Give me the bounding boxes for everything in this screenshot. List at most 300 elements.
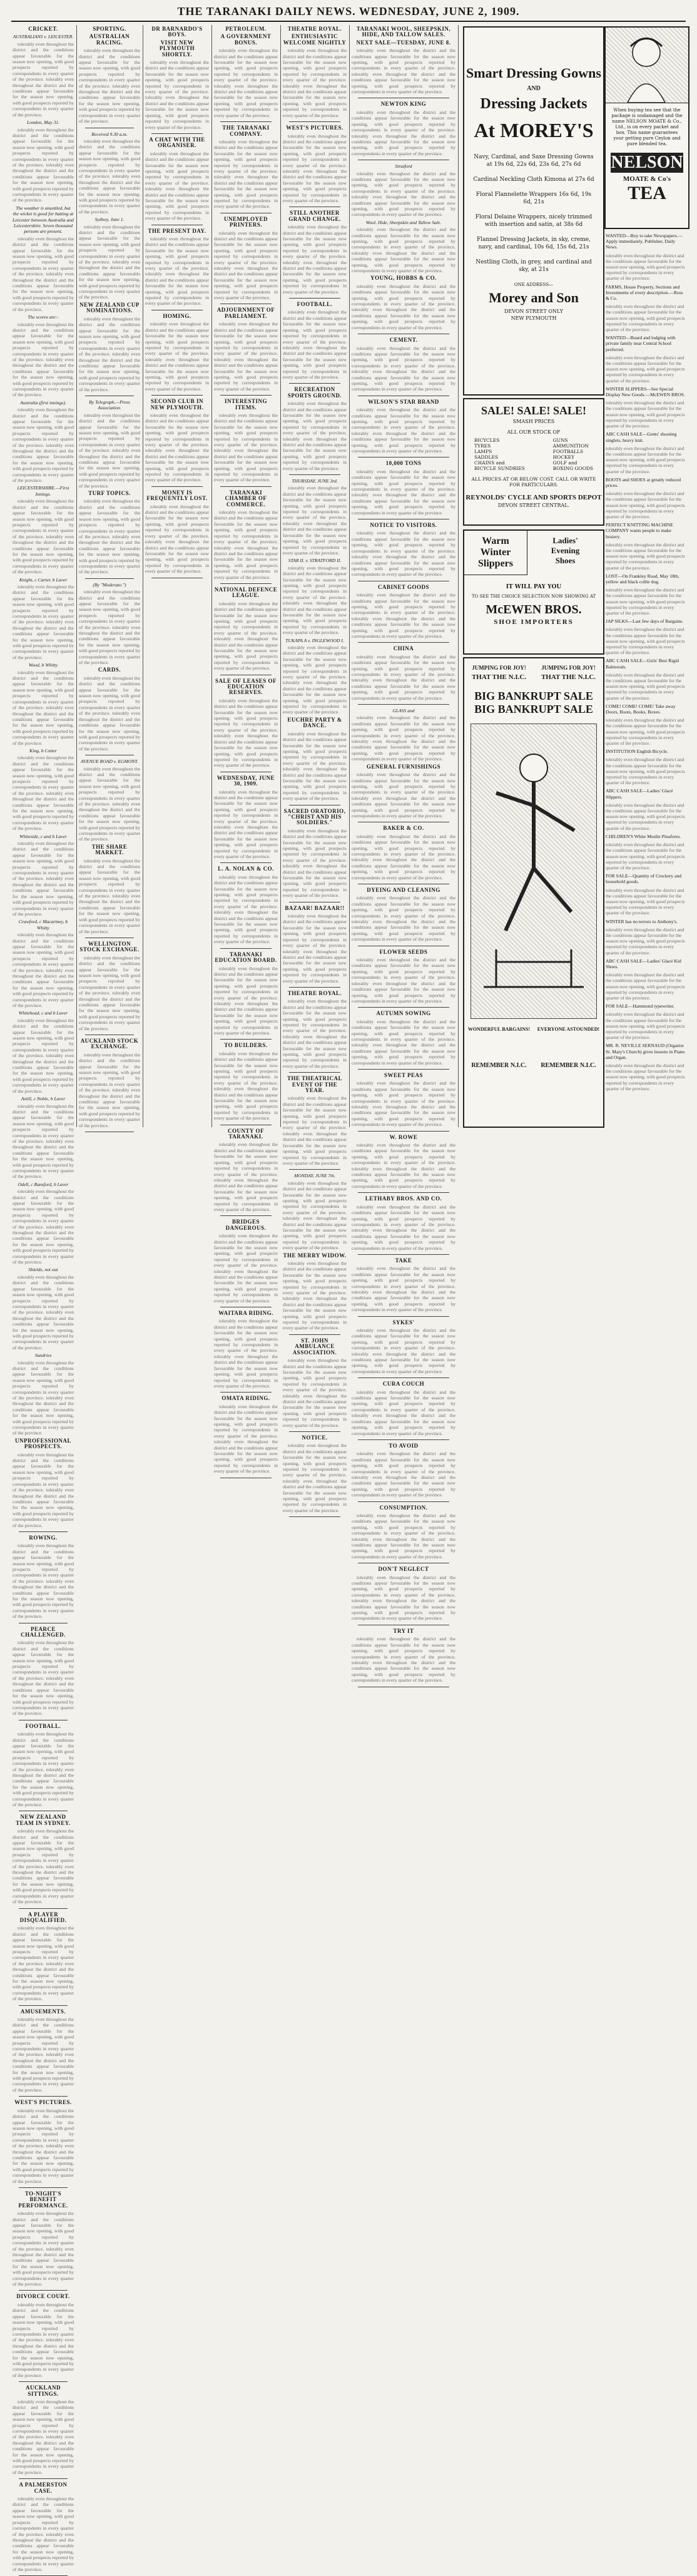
body-text: tolerably even throughout the district and the conditions appear favourable for the season now opening, with good prospects reported by correspondents in every quarter of the province. tolerably even throughout the district and the conditions appear favourable for the season now opening, with good prospects reported by correspondents in every quarter of the province.	[13, 1640, 74, 1717]
sale-address: DEVON STREET CENTRAL.	[497, 503, 570, 508]
section-heading: WELLINGTON STOCK EXCHANGE.	[79, 940, 140, 953]
section-rule	[358, 1316, 449, 1317]
body-text: tolerably even throughout the district and the conditions appear favourable for the season now opening, with good prospects reported by correspondents in every quarter of the province. tolerably even throughout the district and the conditions appear favourable for the season now opening, with good prospects reported by correspondents in every quarter of the province.	[13, 235, 74, 312]
section-rule	[358, 1069, 449, 1070]
section-heading: TURF TOPICS.	[88, 490, 131, 497]
body-text: tolerably even throughout the district and the conditions appear favourable for the season now opening, with good prospects reported by correspondents in every quarter of the province. tolerably even throughout the district and the conditions appear favourable for the season now opening, with good prospects reported by correspondents in every quarter of the province.	[283, 913, 347, 984]
body-text: tolerably even throughout the district and the conditions appear favourable for the season now opening, with good prospects reported by correspondents in every quarter of the province. tolerably even throughout the district and the conditions appear favourable for the season now opening, with good prospects reported by correspondents in every quarter of the province.	[79, 857, 140, 934]
section-heading: THE THEATRICAL EVENT OF THE YEAR.	[287, 1075, 342, 1094]
body-text: tolerably even throughout the district and the conditions appear favourable for the season now opening, with good prospects reported by correspondents in every quarter of the province. tolerably even throughout the district and the conditions appear favourable for the season now opening, with good prospects reported by correspondents in every quarter of the province.	[214, 874, 278, 945]
column-cricket	[13, 25, 74, 2572]
body-text: tolerably even throughout the district and the conditions appear favourable for the season now opening, with good prospects reported by correspondents in every quarter of the province. tolerably even throughout the district and the conditions appear favourable for the season now opening, with good prospects reported by correspondents in every quarter of the province.	[352, 1204, 455, 1251]
section-line: Australia (first innings).	[20, 399, 66, 406]
body-text: tolerably even throughout the district and the conditions appear favourable for the season now opening, with good prospects reported by correspondents in every quarter of the province. tolerably even throughout the district and the conditions appear favourable for the season now opening, with good prospects reported by correspondents in every quarter of the province.	[352, 1512, 455, 1560]
body-text: tolerably even throughout the district and the conditions appear favourable for the season now opening, with good prospects reported by correspondents in every quarter of the province. tolerably even throughout the district and the conditions appear favourable for the season now opening, with good prospects reported by correspondents in every quarter of the province.	[283, 48, 347, 118]
section-heading: CEMENT.	[389, 337, 418, 344]
mcewen-firm: McEWEN BROS.	[486, 603, 582, 616]
classified-ad: WINTER SLIPPERS—See Special Display New Goods.—McEWEN BROS.	[606, 386, 685, 398]
body-text: tolerably even throughout the district and the conditions appear favourable for the season now opening, with good prospects reported by correspondents in every quarter of the province. tolerably even throughout the district and the conditions appear favourable for the season now opening, with good prospects reported by correspondents in every quarter of the province.	[352, 170, 455, 218]
classified-body: tolerably even throughout the district and the conditions appear favourable for the season now opening, with good prospects reported by correspondents in every quarter of the province.	[606, 926, 685, 956]
section-rule	[19, 2005, 68, 2006]
moreys-item: Nestling Cloth, in grey, and cardinal and sky, at 21s	[476, 259, 592, 273]
section-rule	[289, 1072, 340, 1073]
section-heading: ADJOURNMENT OF PARLIAMENT.	[216, 307, 275, 319]
classified-ad: WINTER has no terrors to Anthony's.	[606, 918, 678, 924]
body-text: tolerably even throughout the district and the conditions appear favourable for the season now opening, with good prospects reported by correspondents in every quarter of the province. tolerably even throughout the district and the conditions appear favourable for the season now opening, with good prospects reported by correspondents in every quarter of the province.	[13, 2301, 74, 2378]
section-rule	[358, 704, 449, 705]
section-heading: CURA COUCH	[382, 1381, 425, 1388]
section-rule	[358, 1254, 449, 1255]
nic-remember-left: REMEMBER N.I.C.	[471, 1062, 527, 1069]
section-heading: STILL ANOTHER GRAND CHANGE.	[288, 210, 341, 222]
section-heading: NOTICE TO VISITORS.	[370, 522, 437, 529]
section-line: The weather is unsettled, but the wicket is good for batting at Leicester between Australia and Leicestershire. Seven thousand persons are present.	[13, 205, 74, 235]
section-rule	[220, 121, 272, 122]
body-text: tolerably even throughout the district and the conditions appear favourable for the season now opening, with good prospects reported by correspondents in every quarter of the province. tolerably even throughout the district and the conditions appear favourable for the season now opening, with good prospects reported by correspondents in every quarter of the province.	[13, 41, 74, 118]
body-text: tolerably even throughout the district and the conditions appear favourable for the season now opening, with good prospects reported by correspondents in every quarter of the province. tolerably even throughout the district and the conditions appear favourable for the season now opening, with good prospects reported by correspondents in every quarter of the province.	[283, 309, 347, 380]
nic-bankrupt-sale-advertisement	[463, 657, 604, 1128]
column-wool-sales	[352, 25, 455, 1684]
moreys-item-list	[473, 153, 594, 273]
body-text: tolerably even throughout the district and the conditions appear favourable for the season now opening, with good prospects reported by correspondents in every quarter of the province. tolerably even throughout the district and the conditions appear favourable for the season now opening, with good prospects reported by correspondents in every quarter of the province.	[352, 772, 455, 819]
section-line: (By "Moderato.")	[93, 581, 126, 588]
classified-body: tolerably even throughout the district and the conditions appear favourable for the season now opening, with good prospects reported by correspondents in every quarter of the province.	[606, 972, 685, 1001]
section-rule	[220, 862, 272, 863]
column-heading: PETROLEUM.	[225, 26, 267, 32]
section-heading: RECREATION SPORTS GROUND.	[287, 386, 342, 399]
section-heading: SECOND CLUB IN NEW PLYMOUTH.	[150, 398, 204, 411]
section-rule	[220, 583, 272, 584]
body-text: tolerably even throughout the district and the conditions appear favourable for the season now opening, with good prospects reported by correspondents in every quarter of the province. tolerably even throughout the district and the conditions appear favourable for the season now opening, with good prospects reported by correspondents in every quarter of the province.	[214, 412, 278, 483]
section-line: MONDAY, JUNE 7th.	[294, 1173, 335, 1179]
classified-body: tolerably even throughout the district and the conditions appear favourable for the season now opening, with good prospects reported by correspondents in every quarter of the province.	[606, 400, 685, 429]
body-text: tolerably even throughout the district and the conditions appear favourable for the season now opening, with good prospects reported by correspondents in every quarter of the province. tolerably even throughout the district and the conditions appear favourable for the season now opening, with good prospects reported by correspondents in every quarter of the province.	[214, 230, 278, 301]
classified-ad: ABC CASH SALE—Ladies' Glacé Slippers.	[606, 788, 673, 800]
section-rule	[220, 948, 272, 949]
body-text: tolerably even throughout the district and the conditions appear favourable for the season now opening, with good prospects reported by correspondents in every quarter of the province. tolerably even throughout the district and the conditions appear favourable for the season now opening, with good prospects reported by correspondents in every quarter of the province.	[283, 730, 347, 802]
shoes-line3: Shoes	[555, 556, 576, 565]
column-heading: SPORTING.	[93, 26, 126, 32]
section-rule	[19, 1908, 68, 1909]
classified-ad: LOST—On Frankley Road, May 18th, yellow and black collie dog.	[606, 573, 679, 585]
section-heading: TO AVOID	[389, 1442, 419, 1449]
section-heading: L. A. NOLAN & CO.	[218, 866, 274, 872]
classified-body: tolerably even throughout the district and the conditions appear favourable for the season now opening, with good prospects reported by correspondents in every quarter of the province.	[606, 887, 685, 916]
section-rule	[358, 1192, 449, 1193]
section-heading: NEW ZEALAND CUP NOMINATIONS.	[79, 301, 140, 314]
body-text: tolerably even throughout the district and the conditions appear favourable for the season now opening, with good prospects reported by correspondents in every quarter of the province. tolerably even throughout the district and the conditions appear favourable for the season now opening, with good prospects reported by correspondents in every quarter of the province.	[352, 715, 455, 762]
section-rule	[358, 1377, 449, 1378]
section-heading: THEATRE ROYAL.	[287, 989, 342, 996]
body-text: tolerably even throughout the district and the conditions appear favourable for the season now opening, with good prospects reported by correspondents in every quarter of the province. tolerably even throughout the district and the conditions appear favourable for the season now opening, with good prospects reported by correspondents in every quarter of the province.	[145, 236, 209, 307]
classified-ad: MR. R. NEVILLE SERNAUD (Organist St. Mary's Church) gives lessons in Piano and Organ.	[606, 1043, 685, 1060]
body-text: tolerably even throughout the district and the conditions appear favourable for the season now opening, with good prospects reported by correspondents in every quarter of the province. tolerably even throughout the district and the conditions appear favourable for the season now opening, with good prospects reported by correspondents in every quarter of the province.	[13, 932, 74, 1008]
body-text: tolerably even throughout the district and the conditions appear favourable for the season now opening, with good prospects reported by correspondents in every quarter of the province. tolerably even throughout the district and the conditions appear favourable for the season now opening, with good prospects reported by correspondents in every quarter of the province.	[352, 1574, 455, 1622]
section-heading: TAKE	[395, 1257, 412, 1264]
section-rule	[289, 298, 340, 299]
section-line: Knight, c Carter, b Laver	[19, 576, 68, 583]
body-text: tolerably even throughout the district and the conditions appear favourable for the season now opening, with good prospects reported by correspondents in every quarter of the province. tolerably even throughout the district and the conditions appear favourable for the season now opening, with good prospects reported by correspondents in every quarter of the province.	[214, 1142, 278, 1212]
body-text: tolerably even throughout the district and the conditions appear favourable for the season now opening, with good prospects reported by correspondents in every quarter of the province. tolerably even throughout the district and the conditions appear favourable for the season now opening, with good prospects reported by correspondents in every quarter of the province.	[214, 697, 278, 769]
sale-item: SADDLES	[474, 454, 499, 460]
mcewen-see: TO SEE THE CHOICE SELECTION NOW SHOWING AT	[471, 594, 596, 599]
section-line: By Telegraph.—Press Association.	[89, 399, 130, 411]
body-text: tolerably even throughout the district and the conditions appear favourable for the season now opening, with good prospects reported by correspondents in every quarter of the province. tolerably even throughout the district and the conditions appear favourable for the season now opening, with good prospects reported by correspondents in every quarter of the province.	[352, 227, 455, 274]
body-text: tolerably even throughout the district and the conditions appear favourable for the season now opening, with good prospects reported by correspondents in every quarter of the province. tolerably even throughout the district and the conditions appear favourable for the season now opening, with good prospects reported by correspondents in every quarter of the province.	[13, 1017, 74, 1094]
section-rule	[151, 133, 203, 134]
moreys-item: Cardinal Neckling Cloth Kimona at 27s 6d	[473, 176, 594, 183]
body-text: tolerably even throughout the district and the conditions appear favourable for the season now opening, with good prospects reported by correspondents in every quarter of the province. tolerably even throughout the district and the conditions appear favourable for the season now opening, with good prospects reported by correspondents in every quarter of the province.	[352, 653, 455, 701]
section-rule	[220, 486, 272, 487]
body-text: tolerably even throughout the district and the conditions appear favourable for the season now opening, with good prospects reported by correspondents in every quarter of the province. tolerably even throughout the district and the conditions appear favourable for the season now opening, with good prospects reported by correspondents in every quarter of the province.	[79, 498, 140, 575]
section-heading: UNEMPLOYED PRINTERS.	[224, 215, 268, 228]
body-text: tolerably even throughout the district and the conditions appear favourable for the season now opening, with good prospects reported by correspondents in every quarter of the province. tolerably even throughout the district and the conditions appear favourable for the season now opening, with good prospects reported by correspondents in every quarter of the province.	[13, 1828, 74, 1905]
classified-body: tolerably even throughout the district and the conditions appear favourable for the season now opening, with good prospects reported by correspondents in every quarter of the province.	[606, 672, 685, 701]
slippers-line3: Slippers	[477, 558, 513, 569]
moreys-item: Navy, Cardinal, and Saxe Dressing Gowns at 19s 6d, 22s 6d, 23s 6d, 27s 6d	[474, 154, 594, 168]
section-line: AUSTRALIANS v. LEICESTER.	[13, 34, 74, 40]
section-heading: EUCHRE PARTY & DANCE.	[287, 716, 342, 729]
section-rule	[289, 1169, 340, 1170]
section-heading: HOMING.	[163, 312, 191, 319]
body-text: tolerably even throughout the district and the conditions appear favourable for the season now opening, with good prospects reported by correspondents in every quarter of the province. tolerably even throughout the district and the conditions appear favourable for the season now opening, with good prospects reported by correspondents in every quarter of the province.	[13, 1925, 74, 2002]
section-heading: NEXT SALE—TUESDAY, JUNE 8.	[356, 39, 451, 46]
section-heading: 10,000 TONS	[385, 460, 422, 467]
nelson-tea: TEA	[628, 183, 666, 203]
slippers-line1: Warm	[482, 536, 509, 546]
section-rule	[220, 1392, 272, 1393]
section-heading: A GOVERNMENT BONUS.	[220, 33, 272, 46]
body-text: tolerably even throughout the district and the conditions appear favourable for the season now opening, with good prospects reported by correspondents in every quarter of the province. tolerably even throughout the district and the conditions appear favourable for the season now opening, with good prospects reported by correspondents in every quarter of the province.	[352, 345, 455, 392]
classified-ad: ABC CASH SALE—Gents' shooting singlets, heavy knit.	[606, 431, 677, 443]
section-heading: THE MERRY WIDOW.	[283, 1252, 347, 1259]
body-text: tolerably even throughout the district and the conditions appear favourable for the season now opening, with good prospects reported by correspondents in every quarter of the province. tolerably even throughout the district and the conditions appear favourable for the season now opening, with good prospects reported by correspondents in every quarter of the province.	[283, 998, 347, 1069]
body-text: tolerably even throughout the district and the conditions appear favourable for the season now opening, with good prospects reported by correspondents in every quarter of the province. tolerably even throughout the district and the conditions appear favourable for the season now opening, with good prospects reported by correspondents in every quarter of the province.	[352, 957, 455, 1004]
classified-ad: WANTED—Board and lodging with private family near Central School preferred.	[606, 335, 676, 352]
section-heading: AUCKLAND STOCK EXCHANGE.	[80, 1038, 139, 1050]
body-text: tolerably even throughout the district and the conditions appear favourable for the season now opening, with good prospects reported by correspondents in every quarter of the province. tolerably even throughout the district and the conditions appear favourable for the season now opening, with good prospects reported by correspondents in every quarter of the province.	[145, 59, 209, 130]
column-barnardo	[145, 25, 209, 1127]
moreys-town: NEW PLYMOUTH	[511, 315, 557, 321]
body-text: tolerably even throughout the district and the conditions appear favourable for the season now opening, with good prospects reported by correspondents in every quarter of the province. tolerably even throughout the district and the conditions appear favourable for the season now opening, with good prospects reported by correspondents in every quarter of the province.	[13, 126, 74, 203]
sale-sub: SMASH PRICES	[512, 419, 555, 424]
body-text: tolerably even throughout the district and the conditions appear favourable for the season now opening, with good prospects reported by correspondents in every quarter of the province. tolerably even throughout the district and the conditions appear favourable for the season now opening, with good prospects reported by correspondents in every quarter of the province.	[283, 1260, 347, 1331]
column-heading: TARANAKI WOOL, SHEEPSKIN, HIDE, AND TALLOW SALES.	[356, 26, 451, 38]
section-line: Sundries	[34, 1352, 52, 1359]
section-heading: FOOTBALL.	[297, 301, 333, 308]
nelson-sub: MOATE & Co's	[623, 175, 671, 183]
body-text: tolerably even throughout the district and the conditions appear favourable for the season now opening, with good prospects reported by correspondents in every quarter of the province. tolerably even throughout the district and the conditions appear favourable for the season now opening, with good prospects reported by correspondents in every quarter of the province.	[352, 1142, 455, 1189]
section-line: Whitehead, c and b Laver	[18, 1010, 68, 1016]
section-heading: WAITARA RIDING.	[218, 1310, 273, 1317]
sale-item: LAMPS	[474, 449, 492, 454]
classified-ad: ABC CASH SALE—Girls' Best Rigid Balmorals.	[606, 658, 679, 670]
section-line: Shields, not out	[28, 1267, 58, 1273]
body-text: tolerably even throughout the district and the conditions appear favourable for the season now opening, with good prospects reported by correspondents in every quarter of the province. tolerably even throughout the district and the conditions appear favourable for the season now opening, with good prospects reported by correspondents in every quarter of the province.	[13, 841, 74, 917]
classified-body: tolerably even throughout the district and the conditions appear favourable for the season now opening, with good prospects reported by correspondents in every quarter of the province.	[606, 842, 685, 871]
section-heading: SWEET PEAS	[384, 1071, 424, 1078]
section-heading: ENTHUSIASTIC WELCOME NIGHTLY	[283, 33, 347, 46]
classified-ad: BOOTS and SHOES at greatly reduced prices.	[606, 476, 681, 488]
section-line: Crawford, c Macartney, b Whitty	[18, 919, 68, 931]
column-divider	[458, 25, 459, 1127]
masthead-rule	[11, 21, 686, 22]
section-rule	[220, 1039, 272, 1040]
classified-body: tolerably even throughout the district and the conditions appear favourable for the season now opening, with good prospects reported by correspondents in every quarter of the province.	[606, 1011, 685, 1041]
body-text: tolerably even throughout the district and the conditions appear favourable for the season now opening, with good prospects reported by correspondents in every quarter of the province. tolerably even throughout the district and the conditions appear favourable for the season now opening, with good prospects reported by correspondents in every quarter of the province.	[13, 321, 74, 398]
body-text: tolerably even throughout the district and the conditions appear favourable for the season now opening, with good prospects reported by correspondents in every quarter of the province. tolerably even throughout the district and the conditions appear favourable for the season now opening, with good prospects reported by correspondents in every quarter of the province.	[352, 592, 455, 639]
section-heading: WEST'S PICTURES.	[286, 125, 343, 131]
nic-jump-left: JUMPING FOR JOY!	[472, 665, 526, 671]
column-sporting	[79, 25, 140, 1127]
section-heading: A PALMERSTON CASE.	[19, 2481, 68, 2494]
column-divider	[280, 25, 281, 1127]
body-text: tolerably even throughout the district and the conditions appear favourable for the season now opening, with good prospects reported by correspondents in every quarter of the province. tolerably even throughout the district and the conditions appear favourable for the season now opening, with good prospects reported by correspondents in every quarter of the province.	[79, 954, 140, 1031]
body-text: tolerably even throughout the district and the conditions appear favourable for the season now opening, with good prospects reported by correspondents in every quarter of the province. tolerably even throughout the district and the conditions appear favourable for the season now opening, with good prospects reported by correspondents in every quarter of the province.	[79, 765, 140, 842]
section-line: GLASS and	[392, 708, 415, 714]
section-heading: BAZAAR! BAZAAR!!	[285, 904, 345, 911]
section-heading: INTERESTING ITEMS.	[224, 398, 268, 411]
moreys-line1: Smart Dressing Gowns	[466, 65, 601, 81]
body-text: tolerably even throughout the district and the conditions appear favourable for the season now opening, with good prospects reported by correspondents in every quarter of the province. tolerably even throughout the district and the conditions appear favourable for the season now opening, with good prospects reported by correspondents in every quarter of the province.	[283, 827, 347, 899]
sale-item: GUNS	[552, 437, 568, 443]
body-text: tolerably even throughout the district and the conditions appear favourable for the season now opening, with good prospects reported by correspondents in every quarter of the province. tolerably even throughout the district and the conditions appear favourable for the season now opening, with good prospects reported by correspondents in every quarter of the province.	[283, 565, 347, 636]
body-text: tolerably even throughout the district and the conditions appear favourable for the season now opening, with good prospects reported by correspondents in every quarter of the province. tolerably even throughout the district and the conditions appear favourable for the season now opening, with good prospects reported by correspondents in every quarter of the province.	[352, 895, 455, 943]
section-heading: CONSUMPTION.	[379, 1504, 428, 1511]
moreys-street: DEVON STREET ONLY	[504, 309, 564, 314]
mcewen-kind: SHOE IMPORTERS	[494, 618, 574, 626]
section-heading: SALE OF LEASES OF EDUCATION RESERVES.	[215, 677, 277, 696]
body-text: tolerably even throughout the district and the conditions appear favourable for the season now opening, with good prospects reported by correspondents in every quarter of the province. tolerably even throughout the district and the conditions appear favourable for the season now opening, with good prospects reported by correspondents in every quarter of the province.	[283, 1095, 347, 1166]
sale-item: BICYCLE SUNDRIES	[474, 466, 525, 471]
body-text: tolerably even throughout the district and the conditions appear favourable for the season now opening, with good prospects reported by correspondents in every quarter of the province. tolerably even throughout the district and the conditions appear favourable for the season now opening, with good prospects reported by correspondents in every quarter of the province.	[13, 2398, 74, 2475]
slippers-panel	[464, 531, 527, 575]
section-rule	[19, 2381, 68, 2382]
column-heading: DR BARNARDO'S BOYS.	[151, 26, 203, 38]
body-text: tolerably even throughout the district and the conditions appear favourable for the season now opening, with good prospects reported by correspondents in every quarter of the province. tolerably even throughout the district and the conditions appear favourable for the season now opening, with good prospects reported by correspondents in every quarter of the province.	[352, 407, 455, 454]
column-divider	[211, 25, 212, 1127]
section-heading: PEARCE CHALLENGED.	[21, 1625, 66, 1638]
section-heading: YOUNG, HOBBS & CO.	[370, 275, 437, 282]
section-heading: ST. JOHN AMBULANCE ASSOCIATION.	[292, 1337, 337, 1356]
section-heading: UNPROFESSIONAL PROSPECTS.	[14, 1437, 71, 1450]
section-heading: TRY IT	[393, 1627, 414, 1634]
nelson-brand: NELSON	[611, 153, 683, 172]
column-divider	[76, 25, 77, 1127]
section-heading: SYKES'	[392, 1319, 415, 1326]
body-text: tolerably even throughout the district and the conditions appear favourable for the season now opening, with good prospects reported by correspondents in every quarter of the province. tolerably even throughout the district and the conditions appear favourable for the season now opening, with good prospects reported by correspondents in every quarter of the province.	[145, 150, 209, 222]
section-rule	[19, 2187, 68, 2188]
sale-note: ALL PRICES AT OR BELOW COST. CALL OR WRITE FOR PARTICULARS.	[471, 476, 596, 488]
nic-wonderful: WONDERFUL BARGAINS!	[467, 1026, 531, 1032]
section-rule	[220, 1215, 272, 1216]
body-text: tolerably even throughout the district and the conditions appear favourable for the season now opening, with good prospects reported by correspondents in every quarter of the province. tolerably even throughout the district and the conditions appear favourable for the season now opening, with good prospects reported by correspondents in every quarter of the province.	[214, 321, 278, 392]
section-heading: FOOTBALL.	[25, 1722, 61, 1729]
body-text: tolerably even throughout the district and the conditions appear favourable for the season now opening, with good prospects reported by correspondents in every quarter of the province. tolerably even throughout the district and the conditions appear favourable for the season now opening, with good prospects reported by correspondents in every quarter of the province.	[79, 223, 140, 300]
body-text: tolerably even throughout the district and the conditions appear favourable for the season now opening, with good prospects reported by correspondents in every quarter of the province. tolerably even throughout the district and the conditions appear favourable for the season now opening, with good prospects reported by correspondents in every quarter of the province.	[214, 789, 278, 859]
body-text: tolerably even throughout the district and the conditions appear favourable for the season now opening, with good prospects reported by correspondents in every quarter of the province. tolerably even throughout the district and the conditions appear favourable for the season now opening, with good prospects reported by correspondents in every quarter of the province.	[79, 589, 140, 666]
section-heading: CHINA	[393, 645, 414, 652]
body-text: tolerably even throughout the district and the conditions appear favourable for the season now opening, with good prospects reported by correspondents in every quarter of the province. tolerably even throughout the district and the conditions appear favourable for the season now opening, with good prospects reported by correspondents in every quarter of the province.	[13, 2496, 74, 2572]
sale-item: CHAINS and	[474, 460, 505, 466]
section-rule	[151, 395, 203, 396]
classified-ad: PERFECT KNITTING MACHINE COMPANY wants people to make hosiery.	[606, 522, 673, 539]
classified-body: tolerably even throughout the district and the conditions appear favourable for the season now opening, with good prospects reported by correspondents in every quarter of the province.	[606, 252, 685, 282]
body-text: tolerably even throughout the district and the conditions appear favourable for the season now opening, with good prospects reported by correspondents in every quarter of the province. tolerably even throughout the district and the conditions appear favourable for the season now opening, with good prospects reported by correspondents in every quarter of the province.	[13, 1274, 74, 1351]
body-text: tolerably even throughout the district and the conditions appear favourable for the season now opening, with good prospects reported by correspondents in every quarter of the province. tolerably even throughout the district and the conditions appear favourable for the season now opening, with good prospects reported by correspondents in every quarter of the province.	[352, 1327, 455, 1374]
section-heading: CARDS.	[98, 667, 121, 673]
nic-jump-right: JUMPING FOR JOY!	[541, 665, 596, 671]
section-heading: THE PRESENT DAY.	[148, 227, 206, 234]
section-heading: W. ROWE	[389, 1133, 418, 1140]
shoes-line2: Evening	[551, 546, 580, 555]
slippers-line2: Winter	[480, 547, 511, 558]
section-rule	[289, 987, 340, 988]
section-heading: FLOWER SEEDS	[379, 948, 428, 955]
section-heading: A PLAYER DISQUALIFIED.	[19, 1911, 67, 1923]
section-rule	[358, 1131, 449, 1132]
section-heading: AUCKLAND SITTINGS.	[25, 2384, 61, 2397]
section-heading: BAKER & CO.	[383, 825, 424, 832]
section-rule	[358, 1501, 449, 1502]
classified-body: tolerably even throughout the district and the conditions appear favourable for the season now opening, with good prospects reported by correspondents in every quarter of the province.	[606, 354, 685, 384]
nic-remember-right: REMEMBER N.I.C.	[541, 1062, 596, 1069]
section-heading: DON'T NEGLECT	[378, 1566, 429, 1573]
section-rule	[358, 1439, 449, 1440]
section-heading: DIVORCE COURT.	[16, 2293, 70, 2300]
section-line: THURSDAY, JUNE 3rd.	[292, 478, 338, 484]
sale-depot: REYNOLDS' CYCLE AND SPORTS DEPOT	[466, 494, 602, 501]
nelson-tea-advertisement	[604, 26, 689, 229]
section-heading: NEW ZEALAND TEAM IN SYDNEY.	[16, 1814, 71, 1826]
section-heading: NEWTON KING	[380, 101, 427, 108]
moreys-line2: AND	[527, 85, 541, 92]
section-rule	[358, 1007, 449, 1008]
section-heading: COUNTY OF TARANAKI.	[228, 1127, 264, 1140]
body-text: tolerably even throughout the district and the conditions appear favourable for the season now opening, with good prospects reported by correspondents in every quarter of the province. tolerably even throughout the district and the conditions appear favourable for the season now opening, with good prospects reported by correspondents in every quarter of the province.	[13, 498, 74, 575]
classified-ad: ABC CASH SALE—Ladies' Glacé Kid Shoes.	[606, 958, 681, 969]
section-heading: MONEY IS FREQUENTLY LOST.	[146, 489, 208, 502]
moreys-name: Morey and Son	[489, 290, 579, 305]
moreys-item: Flannel Dressing Jackets, in sky, creme, navy, and cardinal, 10s 6d, 15s 6d, 21s	[477, 237, 591, 250]
body-text: tolerably even throughout the district and the conditions appear favourable for the season now opening, with good prospects reported by correspondents in every quarter of the province. tolerably even throughout the district and the conditions appear favourable for the season now opening, with good prospects reported by correspondents in every quarter of the province.	[13, 1359, 74, 1436]
body-text: tolerably even throughout the district and the conditions appear favourable for the season now opening, with good prospects reported by correspondents in every quarter of the province. tolerably even throughout the district and the conditions appear favourable for the season now opening, with good prospects reported by correspondents in every quarter of the province.	[283, 645, 347, 715]
classified-ad: INSTITUTION English Bicycle.	[606, 749, 668, 755]
section-rule	[85, 578, 134, 579]
runner-hurdle-icon	[471, 724, 596, 1018]
body-text: tolerably even throughout the district and the conditions appear favourable for the season now opening, with good prospects reported by correspondents in every quarter of the province. tolerably even throughout the district and the conditions appear favourable for the season now opening, with good prospects reported by correspondents in every quarter of the province.	[283, 133, 347, 203]
sale-item: FOOTBALLS	[552, 449, 584, 454]
sale-left-list	[474, 437, 525, 471]
section-heading: TO-NIGHT'S BENEFIT PERFORMANCE.	[18, 2190, 68, 2209]
section-line: Wool, Hide, Sheepskin and Tallow Sale.	[365, 219, 442, 225]
section-heading: ROWING.	[29, 1534, 58, 1541]
section-rule	[289, 1431, 340, 1432]
section-line: Wood, b Whitty	[28, 662, 58, 668]
section-rule	[358, 642, 449, 643]
section-heading: THE TARANAKI COMPANY.	[222, 125, 270, 137]
moreys-item: Floral Delaine Wrappers, nicely trimmed with insertion and satin, at 38s 6d	[475, 214, 593, 228]
section-rule	[289, 1334, 340, 1335]
sale-stock: ALL OUR STOCK OF	[507, 429, 561, 435]
moreys-line4: At MOREY'S	[474, 119, 594, 141]
moreys-one-address: ONE ADDRESS—	[514, 282, 554, 287]
body-text: tolerably even throughout the district and the conditions appear favourable for the season now opening, with good prospects reported by correspondents in every quarter of the province. tolerably even throughout the district and the conditions appear favourable for the season now opening, with good prospects reported by correspondents in every quarter of the province.	[352, 530, 455, 578]
body-text: tolerably even throughout the district and the conditions appear favourable for the season now opening, with good prospects reported by correspondents in every quarter of the province. tolerably even throughout the district and the conditions appear favourable for the season now opening, with good prospects reported by correspondents in every quarter of the province.	[13, 2016, 74, 2093]
woman-drinking-tea-icon	[606, 28, 687, 103]
nic-that-left: THAT THE N.I.C.	[471, 673, 527, 681]
body-text: tolerably even throughout the district and the conditions appear favourable for the season now opening, with good prospects reported by correspondents in every quarter of the province. tolerably even throughout the district and the conditions appear favourable for the season now opening, with good prospects reported by correspondents in every quarter of the province.	[214, 138, 278, 210]
classified-ads-column	[606, 233, 686, 1127]
body-text: tolerably even throughout the district and the conditions appear favourable for the season now opening, with good prospects reported by correspondents in every quarter of the province. tolerably even throughout the district and the conditions appear favourable for the season now opening, with good prospects reported by correspondents in every quarter of the province.	[214, 1050, 278, 1122]
section-rule	[19, 1531, 68, 1532]
body-text: tolerably even throughout the district and the conditions appear favourable for the season now opening, with good prospects reported by correspondents in every quarter of the province. tolerably even throughout the district and the conditions appear favourable for the season now opening, with good prospects reported by correspondents in every quarter of the province.	[214, 600, 278, 672]
section-rule	[289, 121, 340, 122]
sale-right-list	[553, 437, 593, 471]
classified-body: tolerably even throughout the district and the conditions appear favourable for the season now opening, with good prospects reported by correspondents in every quarter of the province.	[606, 491, 685, 519]
section-heading: AMUSEMENTS.	[20, 2008, 66, 2015]
body-text: tolerably even throughout the district and the conditions appear favourable for the season now opening, with good prospects reported by correspondents in every quarter of the province. tolerably even throughout the district and the conditions appear favourable for the season now opening, with good prospects reported by correspondents in every quarter of the province.	[352, 109, 455, 156]
body-text: tolerably even throughout the district and the conditions appear favourable for the season now opening, with good prospects reported by correspondents in every quarter of the province. tolerably even throughout the district and the conditions appear favourable for the season now opening, with good prospects reported by correspondents in every quarter of the province.	[214, 509, 278, 580]
section-heading: AUSTRALIAN RACING.	[89, 33, 130, 46]
body-text: tolerably even throughout the district and the conditions appear favourable for the season now opening, with good prospects reported by correspondents in every quarter of the province. tolerably even throughout the district and the conditions appear favourable for the season now opening, with good prospects reported by correspondents in every quarter of the province.	[214, 965, 278, 1036]
body-text: tolerably even throughout the district and the conditions appear favourable for the season now opening, with good prospects reported by correspondents in every quarter of the province. tolerably even throughout the district and the conditions appear favourable for the season now opening, with good prospects reported by correspondents in every quarter of the province.	[214, 1233, 278, 1304]
sale-item: BICYCLES	[474, 437, 500, 443]
column-heading: CRICKET.	[28, 26, 58, 32]
section-heading: DYEING AND CLEANING	[367, 887, 440, 893]
body-text: tolerably even throughout the district and the conditions appear favourable for the season now opening, with good prospects reported by correspondents in every quarter of the province. tolerably even throughout the district and the conditions appear favourable for the season now opening, with good prospects reported by correspondents in every quarter of the province.	[283, 401, 347, 471]
body-text: tolerably even throughout the district and the conditions appear favourable for the season now opening, with good prospects reported by correspondents in every quarter of the province. tolerably even throughout the district and the conditions appear favourable for the season now opening, with good prospects reported by correspondents in every quarter of the province.	[283, 485, 347, 556]
masthead: THE TARANAKI DAILY NEWS. WEDNESDAY, JUNE 2, 1909.	[177, 5, 520, 18]
section-line: AVENUE ROAD v. EGMONT.	[81, 759, 138, 765]
body-text: tolerably even throughout the district and the conditions appear favourable for the season now opening, with good prospects reported by correspondents in every quarter of the province. tolerably even throughout the district and the conditions appear favourable for the season now opening, with good prospects reported by correspondents in every quarter of the province.	[13, 1103, 74, 1180]
sale-item: AMMUNITION	[552, 443, 589, 449]
section-heading: WEST'S PICTURES.	[14, 2099, 72, 2106]
moreys-item: Floral Flannelette Wrappers 16s 6d, 19s 6d, 21s	[476, 192, 592, 205]
classified-ad: FARMS, House Property, Sections and Investments of every description.—Ross & Co.	[606, 284, 683, 302]
section-line: King, b Cotter	[29, 747, 57, 754]
section-heading: TO BUILDERS.	[224, 1042, 268, 1049]
body-text: tolerably even throughout the district and the conditions appear favourable for the season now opening, with good prospects reported by correspondents in every quarter of the province. tolerably even throughout the district and the conditions appear favourable for the season now opening, with good prospects reported by correspondents in every quarter of the province.	[283, 1443, 347, 1513]
body-text: tolerably even throughout the district and the conditions appear favourable for the season now opening, with good prospects reported by correspondents in every quarter of the province. tolerably even throughout the district and the conditions appear favourable for the season now opening, with good prospects reported by correspondents in every quarter of the province.	[79, 412, 140, 489]
body-text: tolerably even throughout the district and the conditions appear favourable for the season now opening, with good prospects reported by correspondents in every quarter of the province. tolerably even throughout the district and the conditions appear favourable for the season now opening, with good prospects reported by correspondents in every quarter of the province.	[145, 503, 209, 575]
column-theatre	[283, 25, 347, 1513]
section-rule	[19, 2290, 68, 2291]
runner-illustration	[471, 723, 597, 1019]
classified-body: tolerably even throughout the district and the conditions appear favourable for the season now opening, with good prospects reported by correspondents in every quarter of the province.	[606, 1063, 685, 1091]
section-heading: AUTUMN SOWING	[376, 1010, 431, 1017]
section-heading: TARANAKI CHAMBER OF COMMERCE.	[225, 489, 267, 508]
sale-item: TYRES	[474, 443, 491, 449]
body-text: tolerably even throughout the district and the conditions appear favourable for the season now opening, with good prospects reported by correspondents in every quarter of the province. tolerably even throughout the district and the conditions appear favourable for the season now opening, with good prospects reported by correspondents in every quarter of the province.	[13, 583, 74, 660]
body-text: tolerably even throughout the district and the conditions appear favourable for the season now opening, with good prospects reported by correspondents in every quarter of the province. tolerably even throughout the district and the conditions appear favourable for the season now opening, with good prospects reported by correspondents in every quarter of the province.	[13, 669, 74, 746]
classified-ad: WANTED—Boy to take Newspapers.—Apply immediately, Publisher, Daily News.	[606, 233, 683, 250]
body-text: tolerably even throughout the district and the conditions appear favourable for the season now opening, with good prospects reported by correspondents in every quarter of the province. tolerably even throughout the district and the conditions appear favourable for the season now opening, with good prospects reported by correspondents in every quarter of the province.	[352, 1080, 455, 1128]
section-heading: WEDNESDAY, JUNE 30, 1909.	[216, 774, 275, 787]
body-text: tolerably even throughout the district and the conditions appear favourable for the season now opening, with good prospects reported by correspondents in every quarter of the province. tolerably even throughout the district and the conditions appear favourable for the season now opening, with good prospects reported by correspondents in every quarter of the province.	[352, 48, 455, 95]
section-rule	[220, 395, 272, 396]
section-heading: SACRED ORATORIO, "CHRIST AND HIS SOLDIERS."	[283, 807, 346, 826]
body-text: tolerably even throughout the district and the conditions appear favourable for the season now opening, with good prospects reported by correspondents in every quarter of the province. tolerably even throughout the district and the conditions appear favourable for the season now opening, with good prospects reported by correspondents in every quarter of the province.	[214, 48, 278, 118]
mcewen-advertisement	[463, 529, 604, 655]
section-line: Astill, c Noble, b Laver	[21, 1096, 66, 1102]
section-line: Stratford	[395, 163, 412, 170]
body-text: tolerably even throughout the district and the conditions appear favourable for the season now opening, with good prospects reported by correspondents in every quarter of the province. tolerably even throughout the district and the conditions appear favourable for the season now opening, with good prospects reported by correspondents in every quarter of the province.	[352, 833, 455, 881]
section-heading: OMATA RIDING.	[221, 1395, 270, 1402]
classified-ad: JAP SILKS—Last few days of Bargains.	[606, 618, 684, 625]
nelson-intro: When buying tea see that the package is undamaged and the name NELSON MOATE & Co., Ltd., is on every packet and box. This name guarantees your getting pure Ceylon and pure blended tea.	[611, 107, 683, 146]
section-line: Sydney, June 1.	[94, 217, 125, 223]
